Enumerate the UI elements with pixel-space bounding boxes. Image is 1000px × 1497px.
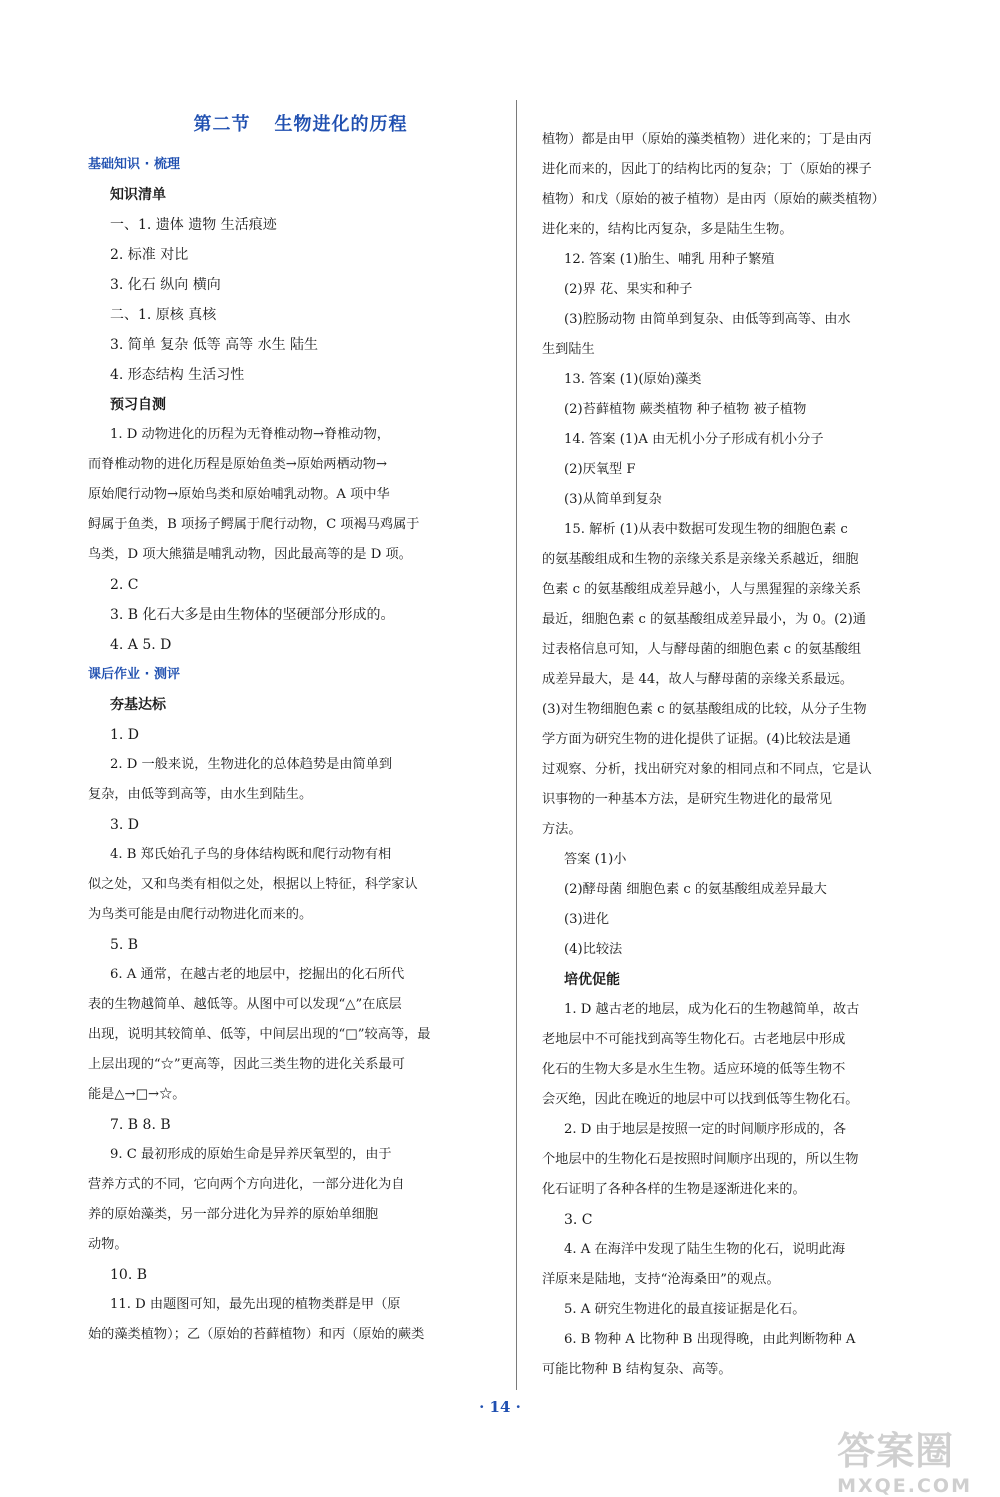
answer-line: 过观察、分析，找出研究对象的相同点和不同点，它是认 [542,762,872,777]
answer-line: 识事物的一种基本方法，是研究生物进化的最常见 [542,792,833,807]
answer-line: 15. 解析 (1)从表中数据可发现生物的细胞色素 c [564,522,848,537]
answer-line: 养的原始藻类，另一部分进化为异养的原始单细胞 [88,1207,379,1222]
answer-line: 植物）和戊（原始的被子植物）是由丙（原始的蕨类植物） [542,192,885,207]
answer-line: 个地层中的生物化石是按照时间顺序出现的，所以生物 [542,1152,859,1167]
answer-line: (2)酵母菌 细胞色素 c 的氨基酸组成差异最大 [564,882,827,897]
answer-line: 营养方式的不同，它向两个方向进化，一部分进化为自 [88,1177,405,1192]
answer-line: 动物。 [88,1237,128,1252]
watermark-logo [837,1420,972,1497]
column-divider [516,100,517,1390]
heading-preview-test: 预习自测 [110,397,166,413]
answer-line: (3)进化 [564,912,610,927]
answer-line: 可能比物种 B 结构复杂、高等。 [542,1362,732,1377]
answer-line: 似之处，又和鸟类有相似之处，根据以上特征，科学家认 [88,877,418,892]
answer-line: 原始爬行动物→原始鸟类和原始哺乳动物。A 项中华 [88,487,390,502]
watermark-url: MXQE.COM [837,1475,972,1497]
answer-line: 12. 答案 (1)胎生、哺乳 用种子繁殖 [564,252,775,267]
answer-line: 的氨基酸组成和生物的亲缘关系是亲缘关系越近，细胞 [542,552,859,567]
answer-line: 洋原来是陆地，支持“沧海桑田”的观点。 [542,1272,780,1287]
answer-line: 而脊椎动物的进化历程是原始鱼类→原始两栖动物→ [88,457,388,472]
answer-line: 为鸟类可能是由爬行动物进化而来的。 [88,907,313,922]
answer-line: 3. B 化石大多是由生物体的坚硬部分形成的。 [110,607,395,623]
answer-line: 老地层中不可能找到高等生物化石。古老地层中形成 [542,1032,846,1047]
watermark-text: 答案圈 [837,1429,955,1473]
answer-line: (2)界 花、果实和种子 [564,282,693,297]
answer-line: 成差异最大，是 44，故人与酵母菌的亲缘关系最远。 [542,672,854,687]
knowledge-line: 2. 标准 对比 [110,247,189,263]
answer-line: 4. B 郑氏始孔子鸟的身体结构既和爬行动物有相 [110,847,392,862]
knowledge-line: 3. 化石 纵向 横向 [110,277,221,293]
heading-advanced: 培优促能 [564,972,620,988]
answer-line: 14. 答案 (1)A 由无机小分子形成有机小分子 [564,432,824,447]
answer-line: 学方面为研究生物的进化提供了证据。(4)比较法是通 [542,732,851,747]
answer-line: 1. D 越古老的地层，成为化石的生物越简单，故古 [564,1002,860,1017]
title-section-number: 第二节 [193,114,251,135]
heading-basic-knowledge: 基础知识 · 梳理 [88,157,180,172]
answer-line: 5. A 研究生物进化的最直接证据是化石。 [564,1302,806,1317]
answer-line: (3)腔肠动物 由简单到复杂、由低等到高等、由水 [564,312,851,327]
answer-line: 13. 答案 (1)(原始)藻类 [564,372,702,387]
answer-line: 2. D 由于地层是按照一定的时间顺序形成的，各 [564,1122,847,1137]
answer-line: 1. D 动物进化的历程为无脊椎动物→脊椎动物， [110,427,390,442]
heading-foundation: 夯基达标 [110,697,166,713]
answer-line: 2. D 一般来说，生物进化的总体趋势是由简单到 [110,757,393,772]
answer-line: 6. B 物种 A 比物种 B 出现得晚，由此判断物种 A [564,1332,856,1347]
answer-line: 11. D 由题图可知，最先出现的植物类群是甲（原 [110,1297,401,1312]
answer-line: (2)厌氧型 F [564,462,636,477]
answer-line: (3)对生物细胞色素 c 的氨基酸组成的比较，从分子生物 [542,702,867,717]
answer-line: 鸟类，D 项大熊猫是哺乳动物，因此最高等的是 D 项。 [88,547,412,562]
answer-line: 7. B 8. B [110,1117,171,1133]
answer-line: 表的生物越简单、越低等。从图中可以发现“△”在底层 [88,997,402,1012]
answer-line: (4)比较法 [564,942,623,957]
answer-line: 6. A 通常，在越古老的地层中，挖掘出的化石所代 [110,967,405,982]
answer-line: 化石的生物大多是水生生物。适应环境的低等生物不 [542,1062,846,1077]
answer-line: 3. D [110,817,140,833]
right-column [542,125,942,1385]
answer-line: 复杂，由低等到高等，由水生到陆生。 [88,787,313,802]
answer-line: 最近，细胞色素 c 的氨基酸组成差异最小，为 0。(2)通 [542,612,866,627]
section-title [88,100,513,150]
answer-line: 4. A 在海洋中发现了陆生生物的化石，说明此海 [564,1242,846,1257]
answer-line: 会灭绝，因此在晚近的地层中可以找到低等生物化石。 [542,1092,859,1107]
answer-line: 1. D [110,727,140,743]
answer-line: 方法。 [542,822,582,837]
answer-line: 进化来的，结构比丙复杂，多是陆生生物。 [542,222,793,237]
answer-line: 2. C [110,577,139,593]
knowledge-line: 4. 形态结构 生活习性 [110,367,245,383]
knowledge-line: 3. 简单 复杂 低等 高等 水生 陆生 [110,337,319,353]
answer-line: 3. C [564,1212,593,1228]
knowledge-line: 一、1. 遗体 遗物 生活痕迹 [110,217,277,233]
knowledge-line: 二、1. 原核 真核 [110,307,217,323]
heading-knowledge-list: 知识清单 [110,187,166,203]
answer-line: 过表格信息可知，人与酵母菌的细胞色素 c 的氨基酸组 [542,642,862,657]
left-column [88,100,513,1350]
answer-line: (3)从简单到复杂 [564,492,662,507]
answer-line: (2)苔藓植物 蕨类植物 种子植物 被子植物 [564,402,807,417]
answer-line: 生到陆生 [542,342,595,357]
answer-line: 色素 c 的氨基酸组成差异越小，人与黑猩猩的亲缘关系 [542,582,862,597]
answer-line: 进化而来的，因此丁的结构比丙的复杂；丁（原始的裸子 [542,162,872,177]
answer-line: 植物）都是由甲（原始的藻类植物）进化来的；丁是由丙 [542,132,872,147]
answer-line: 上层出现的“☆”更高等，因此三类生物的进化关系最可 [88,1057,405,1072]
answer-line: 化石证明了各种各样的生物是逐渐进化来的。 [542,1182,806,1197]
answer-line: 鲟属于鱼类，B 项扬子鳄属于爬行动物，C 项褐马鸡属于 [88,517,420,532]
answer-line: 4. A 5. D [110,637,172,653]
page-number: · 14 · [479,1398,521,1416]
answer-line: 能是△→□→☆。 [88,1087,186,1102]
answer-line: 始的藻类植物）；乙（原始的苔藓植物）和丙（原始的蕨类 [88,1327,425,1342]
answer-line: 出现，说明其较简单、低等，中间层出现的“□”较高等，最 [88,1027,431,1042]
title-section-name: 生物进化的历程 [274,114,408,135]
answer-line: 答案 (1)小 [564,852,627,867]
answer-line: 9. C 最初形成的原始生命是异养厌氧型的，由于 [110,1147,392,1162]
answer-line: 5. B [110,937,139,953]
heading-homework: 课后作业 · 测评 [88,667,180,682]
answer-line: 10. B [110,1267,148,1283]
